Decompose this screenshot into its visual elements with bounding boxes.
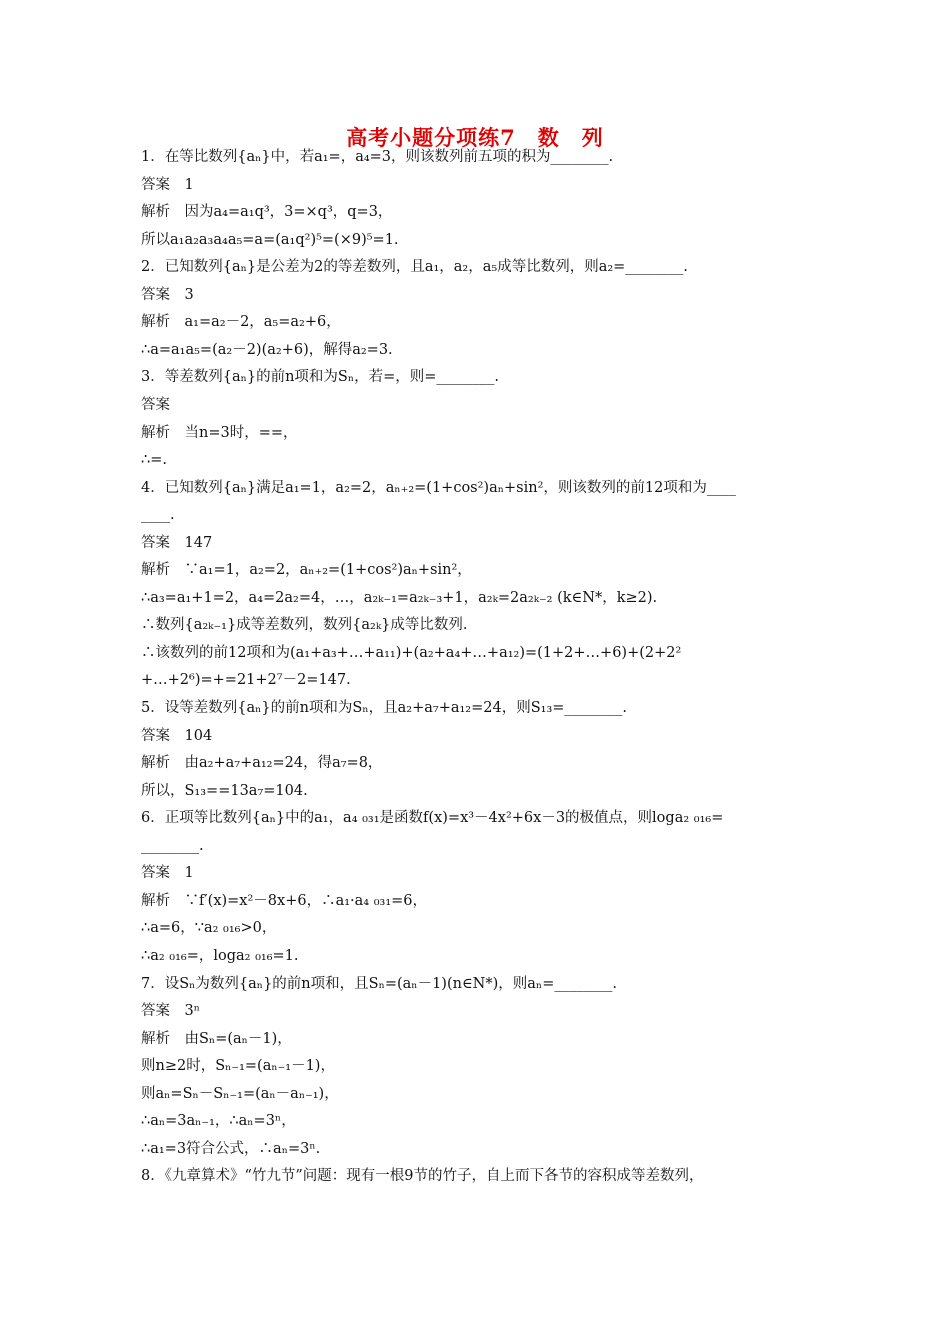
text-line: ∴数列{a₂ₖ₋₁}成等差数列，数列{a₂ₖ}成等比数列. [141, 617, 468, 634]
text-line: 5．设等差数列{aₙ}的前n项和为Sₙ，且a₂+a₇+a₁₂=24，则S₁₃=________. [141, 700, 628, 716]
text-line: ∴该数列的前12项和为(a₁+a₃+…+a₁₁)+(a₂+a₄+…+a₁₂)=(1+2+…+6)+(2+2² [141, 644, 682, 661]
text-line: 解析 ∵f′(x)=x²－8x+6，∴a₁·a₄ ₀₃₁=6， [141, 892, 428, 909]
text-line: 3．等差数列{aₙ}的前n项和为Sₙ，若=，则=________. [141, 369, 500, 386]
text-line: 则n≥2时，Sₙ₋₁=(aₙ₋₁－1)， [141, 1058, 335, 1075]
text-line: ________. [141, 837, 204, 854]
text-line: 答案 1 [141, 176, 194, 193]
text-line: ∴a₂ ₀₁₆=，loga₂ ₀₁₆=1. [141, 947, 299, 964]
text-line: 则aₙ=Sₙ－Sₙ₋₁=(aₙ－aₙ₋₁)， [141, 1085, 339, 1102]
text-line: 8．《九章算术》“竹九节”问题：现有一根9节的竹子，自上而下各节的容积成等差数列， [141, 1168, 704, 1185]
text-line: 解析 由a₂+a₇+a₁₂=24，得a₇=8， [141, 755, 383, 772]
text-line: ____. [141, 507, 175, 524]
text-line: 答案 [141, 396, 170, 413]
text-line: ∴a=a₁a₅=(a₂－2)(a₂+6)，解得a₂=3. [141, 341, 393, 358]
text-line: 7．设Sₙ为数列{aₙ}的前n项和，且Sₙ=(aₙ－1)(n∈N*)，则aₙ=________. [141, 975, 617, 992]
text-line: ∴aₙ=3aₙ₋₁，∴aₙ=3ⁿ， [141, 1113, 296, 1130]
text-line: 6．正项等比数列{aₙ}中的a₁，a₄ ₀₃₁是函数f(x)=x³－4x²+6x－3的极值点，则loga₂ ₀₁₆= [141, 810, 724, 827]
text-line: 所以a₁a₂a₃a₄a₅=a=(a₁q²)⁵=(×9)⁵=1. [141, 231, 399, 248]
text-line: ∴a₃=a₁+1=2，a₄=2a₂=4，…，a₂ₖ₋₁=a₂ₖ₋₃+1，a₂ₖ=2a₂ₖ₋₂ (k∈N*，k≥2). [141, 589, 658, 606]
text-line: +…+2⁶)=+=21+2⁷－2=147. [141, 672, 351, 689]
text-line: 解析 由Sₙ=(aₙ－1)， [141, 1030, 292, 1047]
text-line: 答案 104 [141, 727, 213, 744]
text-line: 解析 当n=3时，==， [141, 424, 298, 441]
text-line: 解析 a₁=a₂－2，a₅=a₂+6， [141, 314, 341, 331]
page-title: 高考小题分项练7 数 列 [346, 125, 604, 150]
text-line: 1．在等比数列{aₙ}中，若a₁=，a₄=3，则该数列前五项的积为________. [141, 149, 614, 165]
text-line: 答案 3ⁿ [141, 1003, 200, 1020]
text-line: 解析 ∵a₁=1，a₂=2，aₙ₊₂=(1+cos²)aₙ+sin²， [141, 562, 472, 579]
text-line: ∴a=6，∵a₂ ₀₁₆>0， [141, 920, 277, 937]
text-line: 2．已知数列{aₙ}是公差为2的等差数列，且a₁，a₂，a₅成等比数列，则a₂=________. [141, 259, 688, 276]
text-line: 4．已知数列{aₙ}满足a₁=1，a₂=2，aₙ₊₂=(1+cos²)aₙ+sin²，则该数列的前12项和为____ [141, 479, 736, 496]
text-line: 答案 1 [141, 865, 194, 882]
text-line: 解析 因为a₄=a₁q³，3=×q³，q=3， [141, 204, 393, 221]
text-line: 答案 3 [141, 286, 194, 303]
text-line: ∴=. [141, 452, 167, 469]
text-line: ∴a₁=3符合公式，∴aₙ=3ⁿ. [141, 1140, 321, 1157]
text-line: 答案 147 [141, 534, 213, 551]
text-line: 所以，S₁₃==13a₇=104. [141, 782, 308, 799]
